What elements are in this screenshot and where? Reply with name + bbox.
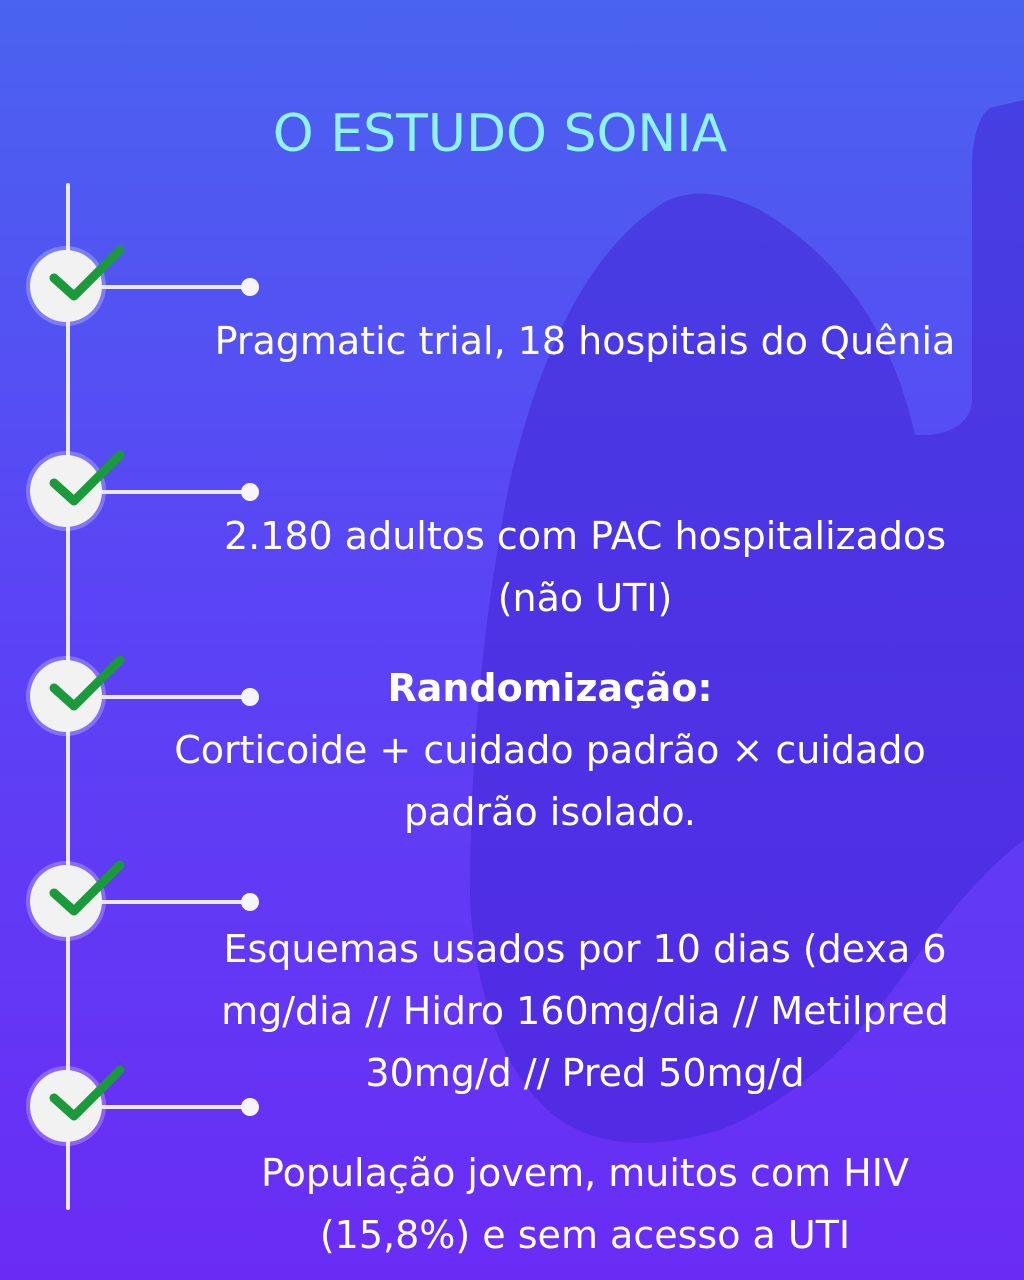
item-3-text (110, 657, 990, 843)
item-line: Pragmatic trial, 18 hospitais do Quênia (214, 319, 956, 363)
connector-dot (241, 893, 259, 911)
check-icon (44, 447, 134, 517)
item-line: 30mg/d // Pred 50mg/d (365, 1051, 805, 1095)
connector-line (102, 490, 246, 494)
check-icon (44, 857, 134, 927)
item-line: padrão isolado. (404, 790, 696, 834)
item-heading (110, 657, 990, 719)
item-2-text (170, 505, 1000, 629)
randomization-heading: Randomização: (387, 666, 713, 710)
connector-line (102, 900, 246, 904)
check-icon (44, 1062, 134, 1132)
item-1-text (150, 310, 1020, 372)
item-line: (15,8%) e sem acesso a UTI (319, 1213, 851, 1257)
item-line: (não UTI) (497, 576, 673, 620)
item-4-text (150, 918, 1020, 1104)
item-line: Esquemas usados por 10 dias (dexa 6 (223, 927, 947, 971)
item-line: População jovem, muitos com HIV (261, 1151, 909, 1195)
item-line: Corticoide + cuidado padrão × cuidado (174, 728, 926, 772)
connector-line (102, 285, 246, 289)
connector-dot (241, 278, 259, 296)
connector-dot (241, 483, 259, 501)
connector-line (102, 1105, 246, 1109)
item-line: mg/dia // Hidro 160mg/dia // Metilpred (221, 989, 949, 1033)
item-5-text (150, 1142, 1020, 1266)
item-line: 2.180 adultos com PAC hospitalizados (223, 514, 947, 558)
page-title: O ESTUDO SONIA (272, 104, 728, 164)
check-icon (44, 242, 134, 312)
